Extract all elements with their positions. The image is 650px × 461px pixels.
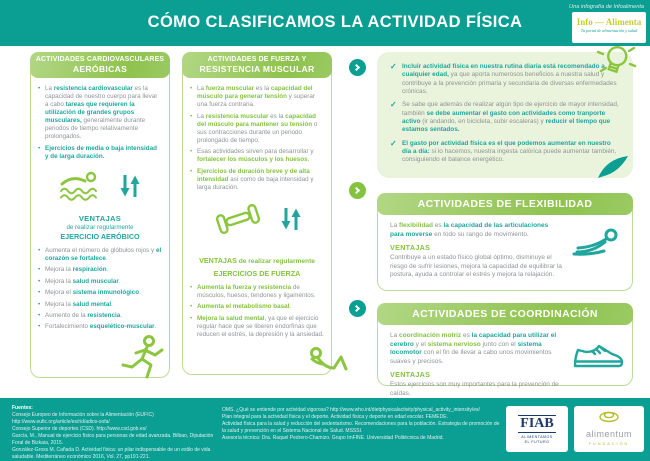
list-item: ✓ Incluir actividad física en nuestra rutina diaria está recomendado a cualquier edad, ya que aporta numerosos beneficios a nuestra salud y contribuye a la prevención primaria y secundaria de diversas enfermedades crónicas. <box>390 63 621 96</box>
aerobic-card <box>30 52 170 378</box>
list-item: • Mejora la salud muscular. <box>38 278 162 286</box>
ventajas-title: VENTAJAS <box>199 255 237 265</box>
ventajas-title: VENTAJAS <box>390 370 431 380</box>
list-item: • La fuerza muscular es la capacidad del músculo para generar tensión y superar una fuerza contraria. <box>190 85 324 109</box>
source-line: Plan integral para la actividad física y el deporte. Actividad física y deporte en edad escolar. FEMEDE. <box>222 414 448 420</box>
coordination-content <box>390 332 566 398</box>
fiab-logo-title: FIAB <box>520 416 554 431</box>
strength-ventajas-list <box>190 284 324 339</box>
list-item: • Aumenta el número de glóbulos rojos y el corazón se fortalece. <box>38 247 162 263</box>
ventajas-subtitle2: EJERCICIO AERÓBICO <box>60 231 140 241</box>
lightbulb-icon <box>594 38 638 91</box>
coordination-ventajas-text: Estos ejercicios son muy importantes para la prevención de caídas. <box>390 381 559 397</box>
strength-icons-row <box>190 202 324 241</box>
strength-title-line2: RESISTENCIA MUSCULAR <box>199 64 315 74</box>
flexibility-card <box>377 193 633 291</box>
flexibility-card-header <box>377 193 633 215</box>
list-item: • Mejora el sistema inmunológico. <box>38 289 162 297</box>
ventajas-title: VENTAJAS <box>390 243 431 253</box>
runner-icon <box>117 334 167 387</box>
fiab-logo-subtitle-line2: EL FUTURO <box>524 439 550 444</box>
chevron-circle-icon <box>349 182 366 199</box>
ventajas-subtitle: de realizar regularmente <box>66 223 134 231</box>
source-line: Consejo Europeo de Información sobre la Alimentación (EUFIC) http://www.eufic.org/article/es/rid/adios-sofa/ <box>12 412 154 425</box>
strength-title-line1: ACTIVIDADES DE FUERZA Y <box>207 55 307 63</box>
sources-left <box>12 405 214 461</box>
sources-label: Fuentes: <box>12 405 33 411</box>
list-item: ✓ Se sabe que además de realizar algún tipo de ejercicio de mayor intensidad, también se debe aumentar el gasto con actividades como tranporte activo (ir andando, en bicicleta, subir escaleras) y reducir el tiempo que estamos sentados. <box>390 101 621 134</box>
coordination-intro: La coordinación motriz es la capacidad para utilizar el cerebro y el sistema nervioso junto con el sistema locomotor con el fin de llevar a cabo unos movimientos suaves y precisos. <box>390 332 557 365</box>
list-item: • Mejora la salud mental, ya que el ejercicio regular hace que se liberen endorfinas que reducen el estrés, la depresión y la ansiedad. <box>190 315 324 339</box>
source-line: González-Gross M, Cañada D. Actividad física: un pilar indispensable de un estilo de vida saludable. Mediterráneo económico 2016, Vol. 27, pp191-221. <box>12 447 211 460</box>
chevron-circle-icon <box>349 59 366 76</box>
list-item: • La resistencia muscular es la capacidad del músculo para mantener su tensión o sus contracciones durante un periodo prolongado de tiempo. <box>190 113 324 145</box>
list-item: ✓ El gasto por actividad física es el que podemos aumentar en nuestro día a día: si lo hacemos, nuestra ingesta calórica puede aumentar también, consiguiendo el balance energético. <box>390 140 621 165</box>
aerobic-ventajas-list <box>38 247 162 332</box>
aerobic-content <box>38 85 162 335</box>
footer-bar <box>0 398 650 461</box>
header-tagline: Una infografía de Infoalimenta <box>569 4 644 10</box>
coordination-card-header <box>377 303 633 325</box>
sources-right <box>222 407 502 442</box>
source-line: Actividad física para la salud y reducción del sedentarismo. Recomendaciones para la población. Estrategia de promoción de la salud y prevención en el Sistema Nacional de Salud. MSSSI. <box>222 421 500 434</box>
list-item: • Aumenta el metabolismo basal. <box>190 303 324 311</box>
aerobic-intro-list <box>38 85 162 161</box>
source-line: Consejo Superior de deportes (CSD). http://www.csd.gob.es/ <box>12 426 147 432</box>
aerobic-icons-row <box>38 171 162 206</box>
aerobic-card-header <box>30 52 170 78</box>
swimmer-icon <box>58 171 104 206</box>
alimentum-logo-title: alimentum <box>585 429 632 439</box>
strength-card <box>182 52 332 375</box>
dumbbell-icon <box>211 202 265 241</box>
ventajas-subtitle: de realizar regularmente <box>236 257 315 265</box>
chevron-right-icon <box>353 64 360 71</box>
infoalimenta-logo-title: Info — Alimenta <box>576 17 642 27</box>
source-line: García, M., Manual de ejercicio físico para personas de edad avanzada. Bilbao, Diputación Foral de Bizkaia, 2015. <box>12 433 214 446</box>
page-title: CÓMO CLASIFICAMOS LA ACTIVIDAD FÍSICA <box>147 13 523 31</box>
chevron-circle-icon <box>349 300 366 317</box>
chevron-right-icon <box>353 305 360 312</box>
infoalimenta-logo-subtitle: Tu portal de alimentación y salud <box>580 28 638 33</box>
source-line: Asesoría técnica: Dra. Raquel Pedrero-Chamizo. Grupo ImFINE. Universidad Politécnica de Madrid. <box>222 435 444 441</box>
list-item: • Aumenta la fuerza y resistencia de músculos, huesos, tendones y ligamentos. <box>190 284 324 300</box>
list-item: • Fortalecimiento esquelético-muscular. <box>38 323 162 331</box>
fiab-logo <box>506 406 568 452</box>
alimentum-logo-subtitle: FUNDACIÓN <box>588 442 630 446</box>
aerobic-title-line2: AERÓBICAS <box>72 64 128 74</box>
strength-intro-list <box>190 85 324 192</box>
aerobic-ventajas-header <box>38 214 162 241</box>
alimentum-logo <box>574 406 644 452</box>
ventajas-subtitle2: EJERCICIOS DE FUERZA <box>213 268 301 278</box>
stretching-person-icon <box>566 226 622 265</box>
fiab-logo-subtitle <box>506 435 568 445</box>
list-item: • Aumento de la resistencia. <box>38 312 162 320</box>
ventajas-title: VENTAJAS <box>78 213 122 223</box>
list-item: • Esas actividades sirven para desarrollar y fortalecer los músculos y los huesos. <box>190 148 324 164</box>
header-bar <box>0 0 650 46</box>
chevron-right-icon <box>353 187 360 194</box>
list-item: • Ejercicios de duración breve y de alta intensidad así como de baja intensidad y larga duración. <box>190 168 324 192</box>
list-item: • Ejercicios de media o baja intensidad y de larga duración. <box>38 145 162 161</box>
fiab-logo-subtitle-line1: ALIMENTAMOS <box>521 435 553 439</box>
up-down-arrows-icon <box>118 172 142 205</box>
up-down-arrows-icon <box>279 205 303 238</box>
flexibility-title: ACTIVIDADES DE FLEXIBILIDAD <box>417 197 593 210</box>
coordination-card <box>377 303 633 397</box>
list-item: • Mejora la salud mental. <box>38 301 162 309</box>
sneaker-icon <box>572 338 624 377</box>
list-item: • Mejora la respiración. <box>38 266 162 274</box>
swoosh-icon <box>598 156 628 183</box>
flexibility-ventajas-text: Contribuye a un estado físico global óptimo, disminuye el riesgo de sufrir lesiones, mejora la capacidad de equilibrar la postura, ayuda a controlar el estrés y mejora la relajación. <box>390 254 562 279</box>
strength-content <box>190 85 324 342</box>
flexibility-content <box>390 222 562 280</box>
source-line: OMS. ¿Qué se entiende por actividad vigorosa? http://www.who.int/dietphysicalactivity/physical_activity_intensity/es/ <box>222 407 480 413</box>
tips-list <box>390 63 621 165</box>
strength-card-header <box>182 52 332 78</box>
strength-ventajas-header <box>190 249 324 278</box>
aerobic-title-line1: ACTIVIDADES CARDIOVASCULARES <box>35 55 165 63</box>
coordination-title: ACTIVIDADES DE COORDINACIÓN <box>412 307 598 320</box>
situp-icon <box>305 342 351 385</box>
flexibility-intro: La flexibilidad es la capacidad de las articulaciones para moverse en todo su rango de movimiento. <box>390 222 549 238</box>
alimentum-loop-icon <box>598 410 620 427</box>
list-item: • La resistencia cardiovascular es la capacidad de nuestro cuerpo para llevar a cabo tareas que requieren la utilización de grandes grupos musculares, generalmente durante periodos de tiempo relativamente prolongados. <box>38 85 162 141</box>
